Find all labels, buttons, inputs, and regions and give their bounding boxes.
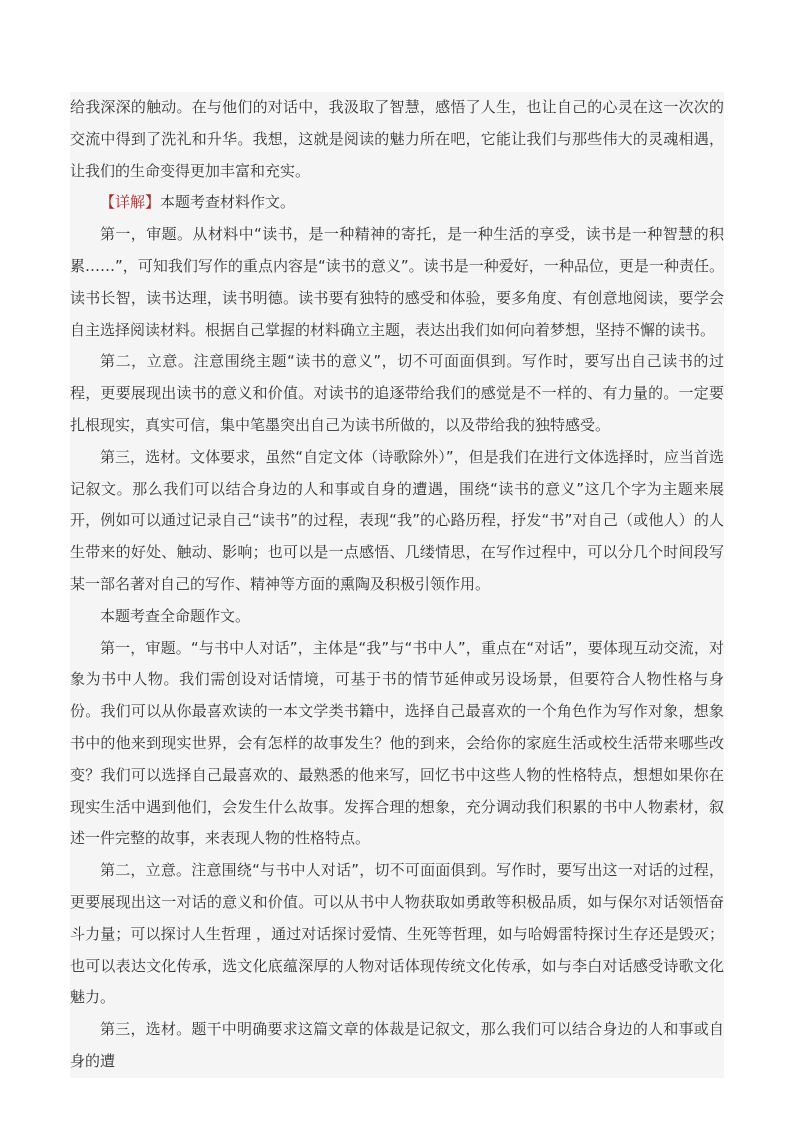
paragraph-4 xyxy=(70,346,724,441)
paragraph-6 xyxy=(70,601,724,633)
paragraph-9 xyxy=(70,1014,724,1078)
paragraph-text: 第三，选材。文体要求，虽然“自定文体（诗歌除外）”，但是我们在进行文体选择时，应当首选记叙文。那么我们可以结合身边的人和事或自身的遭遇，围绕“读书的意义”这几个字为主题来展开，例如可以通过记录自己“读书”的过程，表现“我”的心路历程，抒发“书”对自己（或他人）的人生带来的好处、触动、影响；也可以是一点感悟、几缕情思，在写作过程中，可以分几个时间段写某一部名著对自己的写作、精神等方面的熏陶及积极引领作用。 xyxy=(70,447,724,593)
paragraph-text: 本题考查材料作文。 xyxy=(160,193,296,212)
paragraph-text: 本题考查全命题作文。 xyxy=(100,606,251,625)
paragraph-text: 第二，立意。注意围绕主题“读书的意义”，切不可面面俱到。写作时，要写出自己读书的过程，更要展现出读书的意义和价值。对读书的追逐带给我们的感觉是不一样的、有力量的。一定要扎根现实，真实可信，集中笔墨突出自己为读书所做的，以及带给我的独特感受。 xyxy=(70,352,724,434)
paragraph-7 xyxy=(70,633,724,856)
paragraph-text: 第一，审题。从材料中“读书，是一种精神的寄托，是一种生活的享受，读书是一种智慧的积累……”，可知我们写作的重点内容是“读书的意义”。读书是一种爱好，一种品位，更是一种责任。读书长智，读书达理，读书明德。读书要有独特的感受和体验，要多角度、有创意地阅读，要学会自主选择阅读材料。根据自己掌握的材料确立主题，表达出我们如何向着梦想，坚持不懈的读书。 xyxy=(70,225,724,339)
text-block xyxy=(70,92,724,1078)
paragraph-5 xyxy=(70,442,724,601)
detail-tag: 【详解】 xyxy=(100,193,161,212)
paragraph-1 xyxy=(70,92,724,187)
paragraph-text: 第三，选材。题干中明确要求这篇文章的体裁是记叙文，那么我们可以结合身边的人和事或自身的遭 xyxy=(70,1020,724,1070)
paragraph-3 xyxy=(70,219,724,346)
paragraph-2 xyxy=(70,187,724,219)
paragraph-text: 第一，审题。“与书中人对话”，主体是“我”与“书中人”，重点在“对话”，要体现互动交流，对象为书中人物。我们需创设对话情境，可基于书的情节延伸或另设场景，但要符合人物性格与身份。我们可以从你最喜欢读的一本文学类书籍中，选择自己最喜欢的一个角色作为写作对象，想象书中的他来到现实世界，会有怎样的故事发生？他的到来，会给你的家庭生活或校生活带来哪些改变？我们可以选择自己最喜欢的、最熟悉的他来写，回忆书中这些人物的性格特点，想想如果你在现实生活中遇到他们，会发生什么故事。发挥合理的想象，充分调动我们积累的书中人物素材，叙述一件完整的故事，来表现人物的性格特点。 xyxy=(70,638,724,848)
paragraph-8 xyxy=(70,855,724,1014)
paragraph-text: 第二，立意。注意围绕“与书中人对话”，切不可面面俱到。写作时，要写出这一对话的过程，更要展现出这一对话的意义和价值。可以从书中人物获取如勇敢等积极品质，如与保尔对话领悟奋斗力量；可以探讨人生哲理 ，通过对话探讨爱情、生死等哲理，如与哈姆雷特探讨生存还是毁灭；也可以表达文化传承，选文化底蕴深厚的人物对话体现传统文化传承，如与李白对话感受诗歌文化魅力。 xyxy=(70,861,724,1007)
paragraph-text: 给我深深的触动。在与他们的对话中，我汲取了智慧，感悟了人生，也让自己的心灵在这一次次的交流中得到了洗礼和升华。我想，这就是阅读的魅力所在吧，它能让我们与那些伟大的灵魂相遇，让我们的生命变得更加丰富和充实。 xyxy=(70,98,724,180)
